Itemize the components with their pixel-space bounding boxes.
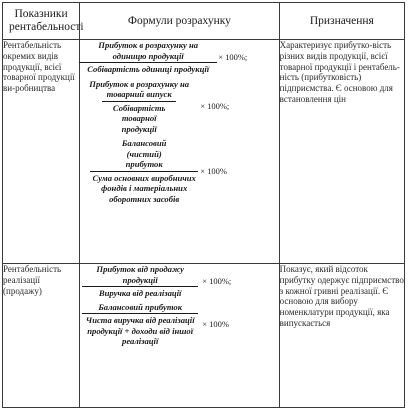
header-purpose: Призначення: [279, 3, 404, 40]
header-row: [3, 3, 405, 40]
purpose-cell: Показує, який відсоток прибутку одержує підприємство з кожної гривні реалізації. Є основою для вибору номенклатури продукції, яка випускається: [279, 264, 404, 408]
formula: [80, 79, 278, 135]
formula: [80, 264, 278, 299]
formula-denominator: Виручка від реалізації: [82, 286, 198, 299]
formula-numerator: Прибуток в розрахунку на одиницю продукції: [98, 40, 199, 61]
formula-numerator: Балансовий (чистий) прибуток: [121, 138, 167, 169]
formula-numerator: Прибуток від продажу продукції: [96, 264, 184, 285]
formula-denominator: Собівартість одиниці продукції: [79, 62, 217, 75]
formula-multiplier: × 100%;: [218, 52, 248, 62]
formula-multiplier: × 100%;: [202, 276, 232, 286]
formula: [80, 138, 278, 204]
formula-multiplier: × 100%: [200, 165, 227, 176]
formulas-cell: [80, 40, 279, 264]
table-row: [3, 264, 405, 408]
formula-numerator: Балансовий прибуток: [98, 301, 183, 312]
profitability-table: [2, 2, 405, 408]
formula-denominator: Чиста виручка від реалізації продукції + доходи від іншої реалізації: [82, 313, 198, 347]
formula-denominator: Собівартість товарної продукції: [102, 101, 176, 135]
indicator-cell: Рентабельність окремих видів продукції, всієї товарної продукції ви-робництва: [3, 40, 80, 264]
formula-denominator: Сума основних виробничих фондів і матеріальних оборотних засобів: [90, 171, 198, 205]
formulas-cell: [80, 264, 279, 408]
formula-numerator: Прибуток в розрахунку на товарний випуск: [89, 78, 190, 99]
indicator-cell: Рентабельність реалізації (продажу): [3, 264, 80, 408]
header-indicators: Показники рентабельності: [3, 3, 80, 40]
header-formulas: Формули розрахунку: [80, 3, 279, 40]
purpose-cell: Характеризує прибутко-вість різних видів продукції, всієї товарної продукції і рентабель-ність (прибутковість) підприємства. Є основою для встановлення цін: [279, 40, 404, 264]
formula-multiplier: × 100%;: [200, 101, 230, 111]
formula: [80, 40, 278, 75]
formula-multiplier: × 100%: [202, 318, 229, 329]
table-row: [3, 40, 405, 264]
formula: [80, 302, 278, 347]
